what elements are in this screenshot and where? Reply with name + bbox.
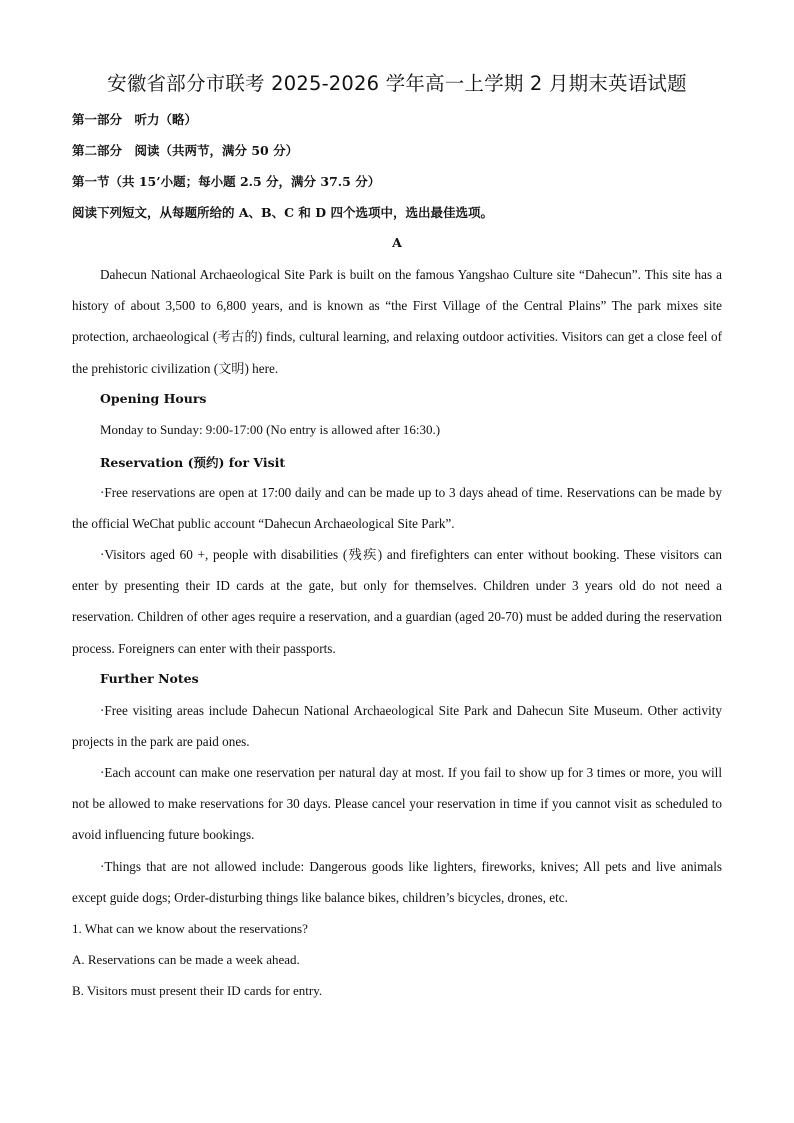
section-one-heading: 第一节（共 15’小题；每小题 2.5 分，满分 37.5 分） xyxy=(72,174,381,189)
further-notes-paragraph-2: ·Each account can make one reservation per natural day at most. If you fail to show up for 3 times or more, you will not be allowed to make reservations for 30 days. Please cancel your reservation in time if you cannot visit as scheduled to avoid influencing future bookings. xyxy=(72,765,722,843)
instructions: 阅读下列短文，从每题所给的 A、B、C 和 D 四个选项中，选出最佳选项。 xyxy=(72,205,493,220)
further-notes-paragraph-1: ·Free visiting areas include Dahecun National Archaeological Site Park and Dahecun Site Museum. Other activity projects in the park are paid ones. xyxy=(72,703,722,750)
further-notes-paragraph-3: ·Things that are not allowed include: Dangerous goods like lighters, fireworks, knives; All pets and live animals except guide dogs; Order-disturbing things like balance bikes, children’s bicycles, drones, etc. xyxy=(72,859,722,906)
passage-label: A xyxy=(392,235,402,250)
further-notes-heading: Further Notes xyxy=(100,671,199,686)
opening-hours-text: Monday to Sunday: 9:00-17:00 (No entry is allowed after 16:30.) xyxy=(100,422,441,437)
exam-title: 安徽省部分市联考 2025-2026 学年高一上学期 2 月期末英语试题 xyxy=(107,72,687,95)
intro-paragraph: Dahecun National Archaeological Site Park is built on the famous Yangshao Culture site “Dahecun”. This site has a history of about 3,500 to 6,800 years, and is known as “the First Village of the Central Plains” The park mixes site protection, archaeological (考古的) finds, cultural learning, and relaxing outdoor activities. Visitors can get a close feel of the prehistoric civilization (文明) here. xyxy=(72,267,722,376)
question-1-option-b: B. Visitors must present their ID cards for entry. xyxy=(72,983,323,998)
reservation-paragraph-1: ·Free reservations are open at 17:00 daily and can be made up to 3 days ahead of time. Reservations can be made by the official WeChat public account “Dahecun Archaeological Site Park”. xyxy=(72,485,722,532)
part-two-heading: 第二部分 阅读（共两节，满分 50 分） xyxy=(72,143,299,158)
question-1: 1. What can we know about the reservations? xyxy=(72,921,308,936)
reservation-paragraph-2: ·Visitors aged 60 +, people with disabilities (残疾) and firefighters can enter without booking. These visitors can enter by presenting their ID cards at the gate, but only for themselves. Children under 3 years old do not need a reservation. Children of other ages require a reservation, and a guardian (aged 20-70) must be added during the reservation process. Foreigners can enter with their passports. xyxy=(72,547,722,656)
opening-hours-heading: Opening Hours xyxy=(100,391,207,406)
reservation-heading: Reservation (预约) for Visit xyxy=(100,455,286,470)
question-1-option-a: A. Reservations can be made a week ahead. xyxy=(72,952,300,967)
part-one-heading: 第一部分 听力（略） xyxy=(72,112,198,127)
